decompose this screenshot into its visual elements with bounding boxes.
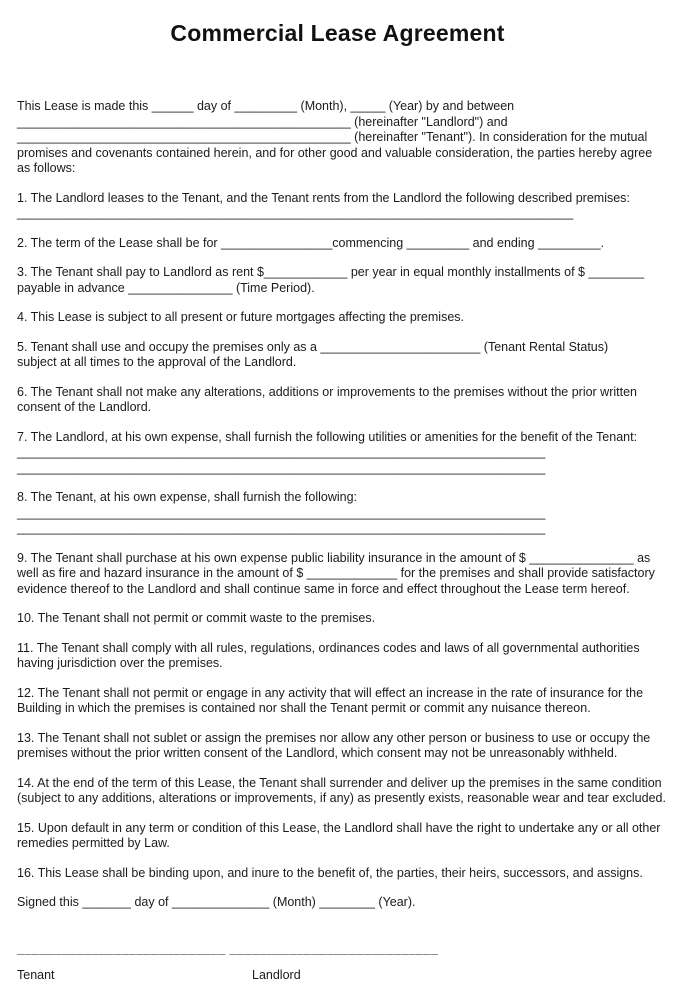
clause-2: 2. The term of the Lease shall be for ________________commencing _________ and ending _________. [17, 235, 605, 250]
clause-16: 16. This Lease shall be binding upon, and inure to the benefit of, the parties, their heirs, successors, and assigns. [17, 865, 643, 880]
clause-3: 3. The Tenant shall pay to Landlord as rent $____________ per year in equal monthly installments of $ ________ payable in advance _______________ (Time Period). [17, 265, 645, 295]
clause-5: 5. Tenant shall use and occupy the premises only as a _______________________ (Tenant Rental Status) subject at all times to the approval of the Landlord. [17, 339, 609, 369]
signed-line: Signed this _______ day of ______________ (Month) ________ (Year). [17, 895, 416, 909]
clause-7: 7. The Landlord, at his own expense, shall furnish the following utilities or amenities for the benefit of the Tenant: ____________________________________________________________________________ ____________________________________________________________________________ [17, 429, 638, 475]
clause-13: 13. The Tenant shall not sublet or assign the premises nor allow any other person or business to use or occupy the premises without the prior written consent of the Landlord, which consent may not be unreasonably withheld. [17, 730, 651, 760]
document-title: Commercial Lease Agreement [170, 20, 505, 46]
clause-9: 9. The Tenant shall purchase at his own expense public liability insurance in the amount of $ _______________ as well as fire and hazard insurance in the amount of $ _____________ for the premises and shall provide satisfactory evidence thereof to the Landlord and shall continue same in force and effect throughout the Lease term hereof. [17, 550, 655, 596]
signature-labels [17, 968, 658, 984]
clause-4: 4. This Lease is subject to all present or future mortgages affecting the premises. [17, 310, 464, 324]
clause-15: 15. Upon default in any term or condition of this Lease, the Landlord shall have the right to undertake any or all other remedies permitted by Law. [17, 820, 661, 850]
clause-10: 10. The Tenant shall not permit or commit waste to the premises. [17, 611, 376, 625]
clause-11: 11. The Tenant shall comply with all rules, regulations, ordinances codes and laws of all governmental authorities having jurisdiction over the premises. [17, 640, 640, 670]
clause-1: 1. The Landlord leases to the Tenant, and the Tenant rents from the Landlord the following described premises: ________________________________________________________________________________ [17, 190, 630, 220]
signature-lines: ____________________________ ____________________________ [17, 941, 439, 956]
clause-6: 6. The Tenant shall not make any alterations, additions or improvements to the premises without the prior written consent of the Landlord. [17, 384, 637, 414]
intro-paragraph: This Lease is made this ______ day of _________ (Month), _____ (Year) by and between ________________________________________________ (hereinafter "Landlord") and ________________________________________________ (hereinafter "Tenant"). In consideration for the mutual promises and covenants contained herein, and for other good and valuable consideration, the parties hereby agree as follows: [17, 99, 653, 175]
clause-12: 12. The Tenant shall not permit or engage in any activity that will effect an increase in the rate of insurance for the Building in which the premises is contained nor shall the Tenant permit or commit any nuisance thereon. [17, 685, 644, 715]
signature-label-tenant: Tenant [17, 968, 55, 982]
clause-8: 8. The Tenant, at his own expense, shall furnish the following: ____________________________________________________________________________ ____________________________________________________________________________ [17, 490, 546, 535]
clause-14: 14. At the end of the term of this Lease, the Tenant shall surrender and deliver up the premises in the same condition (subject to any additions, alterations or improvements, if any) as presently exists, reasonable wear and tear excluded. [17, 775, 666, 805]
signature-label-landlord: Landlord [252, 968, 301, 982]
